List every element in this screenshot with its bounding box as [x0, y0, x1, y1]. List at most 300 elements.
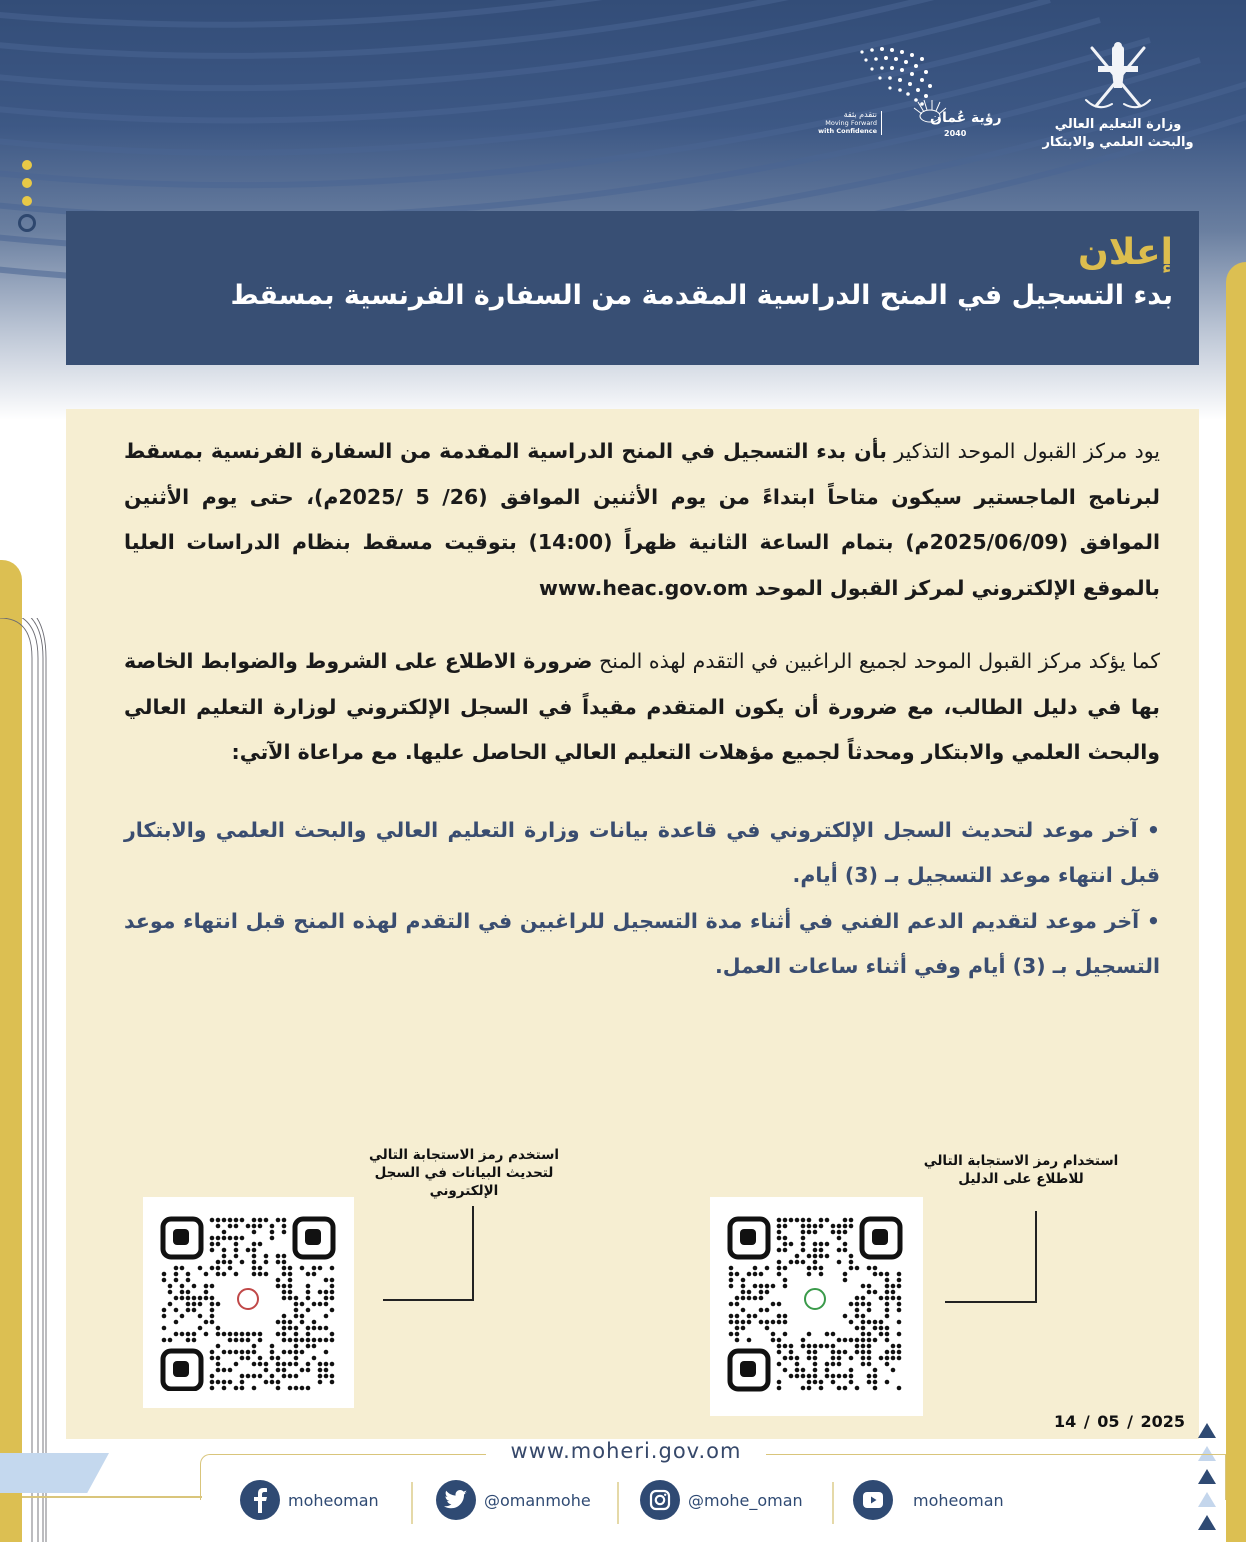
twitter-link[interactable] [436, 1478, 591, 1522]
qr-module [777, 1344, 782, 1349]
qr-module [222, 1254, 227, 1259]
qr-module [777, 1350, 782, 1355]
qr-module [186, 1302, 191, 1307]
qr-module [777, 1230, 782, 1235]
qr-code-update-record[interactable] [143, 1197, 354, 1408]
qr-module [795, 1368, 800, 1373]
qr-module [162, 1338, 167, 1343]
qr-module [831, 1356, 836, 1361]
oman-khanjar-emblem-icon [1078, 40, 1158, 112]
qr-module [252, 1242, 257, 1247]
instagram-link[interactable] [640, 1478, 803, 1522]
paragraph-1-bold: بأن بدء التسجيل في المنح الدراسية المقدمة من السفارة الفرنسية بمسقط لبرنامج الماجستير سيكون متاحاً ابتداءً من يوم الأثنين الموافق (26/ 5 /2025م)، حتى يوم الأثنين الموافق (2025/06/09م) بتمام الساعة الثانية ظهراً (14:00) بتوقيت مسقط بنظام الدراسات العليا بالموقع الإلكتروني لمركز القبول الموحد [124, 439, 1161, 600]
qr-module [849, 1368, 854, 1373]
qr-module [162, 1326, 167, 1331]
qr-module [234, 1254, 239, 1259]
qr-module [783, 1224, 788, 1229]
qr-module [318, 1266, 323, 1271]
qr-module [168, 1284, 173, 1289]
paragraph-2-bold: ضرورة الاطلاع على الشروط والضوابط الخاصة بها في دليل الطالب، مع ضرورة أن يكون المتقدم مقيداً في السجل الإلكتروني لوزارة التعليم العالي والبحث العلمي والابتكار ومحدثاً لجميع مؤهلات التعليم العالي الحاصل عليها. مع مراعاة الآتي: [124, 649, 1160, 764]
qr-module [855, 1266, 860, 1271]
qr-module [789, 1242, 794, 1247]
qr-module [288, 1278, 293, 1283]
qr-module [330, 1266, 335, 1271]
qr-module [318, 1380, 323, 1385]
qr-module [867, 1350, 872, 1355]
qr-module [873, 1368, 878, 1373]
qr-module [216, 1362, 221, 1367]
qr-module [807, 1266, 812, 1271]
qr-module [186, 1278, 191, 1283]
qr-module [897, 1320, 902, 1325]
qr-module [228, 1266, 233, 1271]
qr-module [759, 1290, 764, 1295]
qr-module [801, 1242, 806, 1247]
qr-module [825, 1368, 830, 1373]
qr-module [252, 1332, 257, 1337]
qr-module [789, 1356, 794, 1361]
tagline-english-2: with Confidence [818, 127, 877, 135]
qr-module [867, 1290, 872, 1295]
ministry-logo [1038, 40, 1198, 152]
qr-module [276, 1386, 281, 1391]
qr-module [891, 1344, 896, 1349]
qr-module [885, 1362, 890, 1367]
qr-module [837, 1350, 842, 1355]
qr-module [204, 1296, 209, 1301]
right-gold-bar [1226, 262, 1246, 1542]
qr-module [216, 1236, 221, 1241]
qr-module [813, 1248, 818, 1253]
qr-module [759, 1272, 764, 1277]
qr-module [162, 1314, 167, 1319]
qr-module [849, 1320, 854, 1325]
qr-module [825, 1254, 830, 1259]
qr-module [729, 1332, 734, 1337]
qr-module [771, 1302, 776, 1307]
qr-module [861, 1326, 866, 1331]
qr-module [240, 1218, 245, 1223]
qr-module [831, 1332, 836, 1337]
qr-module [276, 1284, 281, 1289]
qr-module [837, 1224, 842, 1229]
qr-module [252, 1362, 257, 1367]
qr-module [873, 1374, 878, 1379]
qr-module [258, 1272, 263, 1277]
qr-module [282, 1284, 287, 1289]
qr-module [879, 1272, 884, 1277]
qr-module [879, 1320, 884, 1325]
qr-module [735, 1332, 740, 1337]
qr-module [807, 1380, 812, 1385]
qr-module [240, 1332, 245, 1337]
qr-module [813, 1242, 818, 1247]
tagline-english-1: Moving Forward [825, 119, 877, 127]
qr-module [741, 1326, 746, 1331]
qr-module [807, 1218, 812, 1223]
qr-module [282, 1254, 287, 1259]
qr-module [867, 1356, 872, 1361]
qr-module [753, 1272, 758, 1277]
qr-module [819, 1242, 824, 1247]
qr-module [246, 1356, 251, 1361]
qr-module [897, 1308, 902, 1313]
qr-module [849, 1374, 854, 1379]
qr-module [216, 1218, 221, 1223]
qr-module [216, 1332, 221, 1337]
qr-module [246, 1374, 251, 1379]
qr-module [771, 1332, 776, 1337]
qr-module [807, 1350, 812, 1355]
qr-module [252, 1248, 257, 1253]
gold-dot [22, 196, 32, 206]
qr-module [288, 1272, 293, 1277]
qr-module [843, 1248, 848, 1253]
qr-module [312, 1302, 317, 1307]
qr-module [324, 1302, 329, 1307]
qr-module [318, 1368, 323, 1373]
qr-module [801, 1368, 806, 1373]
qr-module [240, 1374, 245, 1379]
qr-module [807, 1332, 812, 1337]
qr-module [777, 1314, 782, 1319]
qr-module [174, 1308, 179, 1313]
qr-module [747, 1314, 752, 1319]
qr-module [777, 1386, 782, 1391]
qr-module [771, 1284, 776, 1289]
qr-module [210, 1302, 215, 1307]
qr-module [861, 1284, 866, 1289]
qr-module [897, 1296, 902, 1301]
qr-module [789, 1218, 794, 1223]
qr-module [843, 1218, 848, 1223]
qr-module [306, 1290, 311, 1295]
qr-module [198, 1302, 203, 1307]
qr-module [186, 1290, 191, 1295]
qr-module [174, 1332, 179, 1337]
qr-module [318, 1374, 323, 1379]
qr-module [330, 1278, 335, 1283]
qr-module [288, 1374, 293, 1379]
qr-module [264, 1272, 269, 1277]
heac-website-link[interactable]: www.heac.gov.om [539, 575, 749, 600]
qr-module [885, 1284, 890, 1289]
qr-module [240, 1350, 245, 1355]
qr-module [222, 1272, 227, 1277]
qr-module [843, 1374, 848, 1379]
qr-module [861, 1314, 866, 1319]
qr-module [324, 1278, 329, 1283]
tagline-arabic: نتقدم بثقة [843, 110, 877, 119]
qr-module [777, 1272, 782, 1277]
vision-name: رؤية عُمان [930, 110, 1002, 126]
qr-module [252, 1218, 257, 1223]
qr-module [324, 1374, 329, 1379]
qr-module [843, 1350, 848, 1355]
qr-module [234, 1350, 239, 1355]
qr-module [855, 1344, 860, 1349]
qr-module [783, 1278, 788, 1283]
qr-module [282, 1218, 287, 1223]
qr-module [795, 1362, 800, 1367]
qr-module [216, 1356, 221, 1361]
qr-module [210, 1248, 215, 1253]
announcement-body [124, 429, 1160, 990]
qr-module [312, 1320, 317, 1325]
qr-module [843, 1314, 848, 1319]
qr-module [162, 1272, 167, 1277]
qr-module [210, 1308, 215, 1313]
qr-module [783, 1314, 788, 1319]
qr-module [264, 1380, 269, 1385]
qr-module [240, 1236, 245, 1241]
qr-module [759, 1296, 764, 1301]
qr-module [252, 1224, 257, 1229]
qr-module [180, 1266, 185, 1271]
qr-module [807, 1356, 812, 1361]
qr-module [318, 1290, 323, 1295]
qr-module [873, 1326, 878, 1331]
qr-module [288, 1284, 293, 1289]
qr-module [288, 1320, 293, 1325]
qr-module [891, 1296, 896, 1301]
qr-module [288, 1266, 293, 1271]
qr-module [849, 1254, 854, 1259]
qr-module [330, 1362, 335, 1367]
caption-connector-line [945, 1211, 1037, 1303]
qr-module [843, 1272, 848, 1277]
qr-module [807, 1254, 812, 1259]
qr-module [192, 1332, 197, 1337]
qr-module [891, 1350, 896, 1355]
qr-module [174, 1278, 179, 1283]
qr-module [186, 1308, 191, 1313]
qr-module [729, 1320, 734, 1325]
qr-module [282, 1260, 287, 1265]
qr-module [318, 1326, 323, 1331]
qr-module [198, 1266, 203, 1271]
qr-code-student-guide[interactable] [710, 1197, 923, 1416]
qr-module [801, 1224, 806, 1229]
qr-module [216, 1368, 221, 1373]
qr-finder-inner [173, 1229, 189, 1245]
qr-finder-inner [872, 1229, 888, 1245]
qr-module [162, 1308, 167, 1313]
qr-module [228, 1218, 233, 1223]
qr-module [777, 1302, 782, 1307]
qr-module [270, 1224, 275, 1229]
qr-module [168, 1338, 173, 1343]
qr-module [813, 1254, 818, 1259]
qr-module [222, 1332, 227, 1337]
qr-module [270, 1374, 275, 1379]
qr-module [861, 1332, 866, 1337]
qr-module [873, 1290, 878, 1295]
qr-module [204, 1290, 209, 1295]
qr-module [174, 1266, 179, 1271]
qr-module [168, 1290, 173, 1295]
qr-module [210, 1242, 215, 1247]
qr-module [885, 1326, 890, 1331]
qr-module [867, 1380, 872, 1385]
qr-module [216, 1326, 221, 1331]
qr-module [282, 1314, 287, 1319]
qr-module [879, 1296, 884, 1301]
qr-module [216, 1242, 221, 1247]
qr-module [270, 1344, 275, 1349]
qr-module [276, 1320, 281, 1325]
qr-module [234, 1248, 239, 1253]
qr-module [180, 1296, 185, 1301]
qr-module [264, 1260, 269, 1265]
qr-module [180, 1332, 185, 1337]
qr-module [306, 1362, 311, 1367]
paragraph-registration [124, 429, 1160, 611]
qr-module [324, 1350, 329, 1355]
qr-module [825, 1218, 830, 1223]
qr-module [282, 1290, 287, 1295]
qr-module [843, 1224, 848, 1229]
qr-module [246, 1248, 251, 1253]
qr-module [228, 1224, 233, 1229]
ministry-website-link[interactable]: www.moheri.gov.om [510, 1439, 742, 1463]
qr-module [324, 1362, 329, 1367]
qr-module [849, 1218, 854, 1223]
qr-module [813, 1224, 818, 1229]
qr-module [264, 1368, 269, 1373]
qr-module [885, 1380, 890, 1385]
qr-module [234, 1362, 239, 1367]
qr-module [813, 1344, 818, 1349]
qr-module [867, 1344, 872, 1349]
qr-module [222, 1368, 227, 1373]
qr-module [843, 1242, 848, 1247]
qr-module [729, 1272, 734, 1277]
qr-module [813, 1368, 818, 1373]
qr-module [192, 1284, 197, 1289]
qr-module [162, 1278, 167, 1283]
qr-module [294, 1350, 299, 1355]
qr-module [312, 1272, 317, 1277]
qr-module [897, 1302, 902, 1307]
qr-module [735, 1296, 740, 1301]
youtube-link[interactable] [853, 1478, 1004, 1522]
qr-finder-inner [740, 1229, 756, 1245]
qr-module [753, 1314, 758, 1319]
qr-module [282, 1296, 287, 1301]
qr-center-logo-icon [238, 1289, 258, 1309]
qr-module [765, 1266, 770, 1271]
qr-module [318, 1362, 323, 1367]
qr-module [897, 1272, 902, 1277]
facebook-link[interactable] [240, 1478, 379, 1522]
qr-module [861, 1350, 866, 1355]
qr-module [270, 1380, 275, 1385]
qr-module [192, 1302, 197, 1307]
qr-module [885, 1296, 890, 1301]
qr-module [276, 1260, 281, 1265]
qr-module [300, 1266, 305, 1271]
qr-module [300, 1314, 305, 1319]
qr-module [210, 1356, 215, 1361]
qr-module [234, 1224, 239, 1229]
qr-module [240, 1338, 245, 1343]
qr-module [246, 1224, 251, 1229]
qr-module [837, 1260, 842, 1265]
qr-module [204, 1272, 209, 1277]
qr-module [741, 1278, 746, 1283]
qr-module [849, 1302, 854, 1307]
paragraph-requirements [124, 639, 1160, 776]
qr-module [735, 1326, 740, 1331]
qr-module [855, 1302, 860, 1307]
qr-module [741, 1290, 746, 1295]
qr-module [294, 1362, 299, 1367]
qr-module [294, 1338, 299, 1343]
qr-module [807, 1386, 812, 1391]
qr-module [813, 1350, 818, 1355]
qr-module [330, 1290, 335, 1295]
qr-module [204, 1320, 209, 1325]
qr-module [783, 1218, 788, 1223]
qr-module [867, 1362, 872, 1367]
qr-module [729, 1266, 734, 1271]
qr-module [282, 1230, 287, 1235]
qr-module [198, 1296, 203, 1301]
qr-module [252, 1254, 257, 1259]
qr-module [891, 1284, 896, 1289]
qr-module [258, 1356, 263, 1361]
qr-module [300, 1386, 305, 1391]
qr-module [837, 1356, 842, 1361]
qr-module [813, 1266, 818, 1271]
qr-module [222, 1386, 227, 1391]
qr-module [216, 1224, 221, 1229]
qr-module [222, 1380, 227, 1385]
qr-module [753, 1266, 758, 1271]
qr-module [819, 1248, 824, 1253]
qr-module [306, 1296, 311, 1301]
qr-module [897, 1344, 902, 1349]
qr-module [228, 1368, 233, 1373]
youtube-handle: moheoman [913, 1490, 1004, 1510]
qr-module [795, 1356, 800, 1361]
qr-module [216, 1302, 221, 1307]
qr-module [330, 1296, 335, 1301]
qr-module [783, 1236, 788, 1241]
qr-module [192, 1338, 197, 1343]
facebook-handle: moheoman [288, 1490, 379, 1510]
qr-module [819, 1386, 824, 1391]
navy-ring [18, 214, 36, 232]
qr-module [765, 1320, 770, 1325]
qr-module [843, 1230, 848, 1235]
qr-module [288, 1386, 293, 1391]
qr-module [795, 1374, 800, 1379]
qr-module [867, 1308, 872, 1313]
qr-module [867, 1320, 872, 1325]
qr-code-pattern [726, 1215, 904, 1395]
qr-module [318, 1302, 323, 1307]
qr-module [204, 1284, 209, 1289]
qr-module [258, 1338, 263, 1343]
qr-module [234, 1332, 239, 1337]
qr-module [825, 1242, 830, 1247]
qr-module [873, 1338, 878, 1343]
qr-module [198, 1326, 203, 1331]
qr-module [294, 1356, 299, 1361]
qr-module [729, 1302, 734, 1307]
